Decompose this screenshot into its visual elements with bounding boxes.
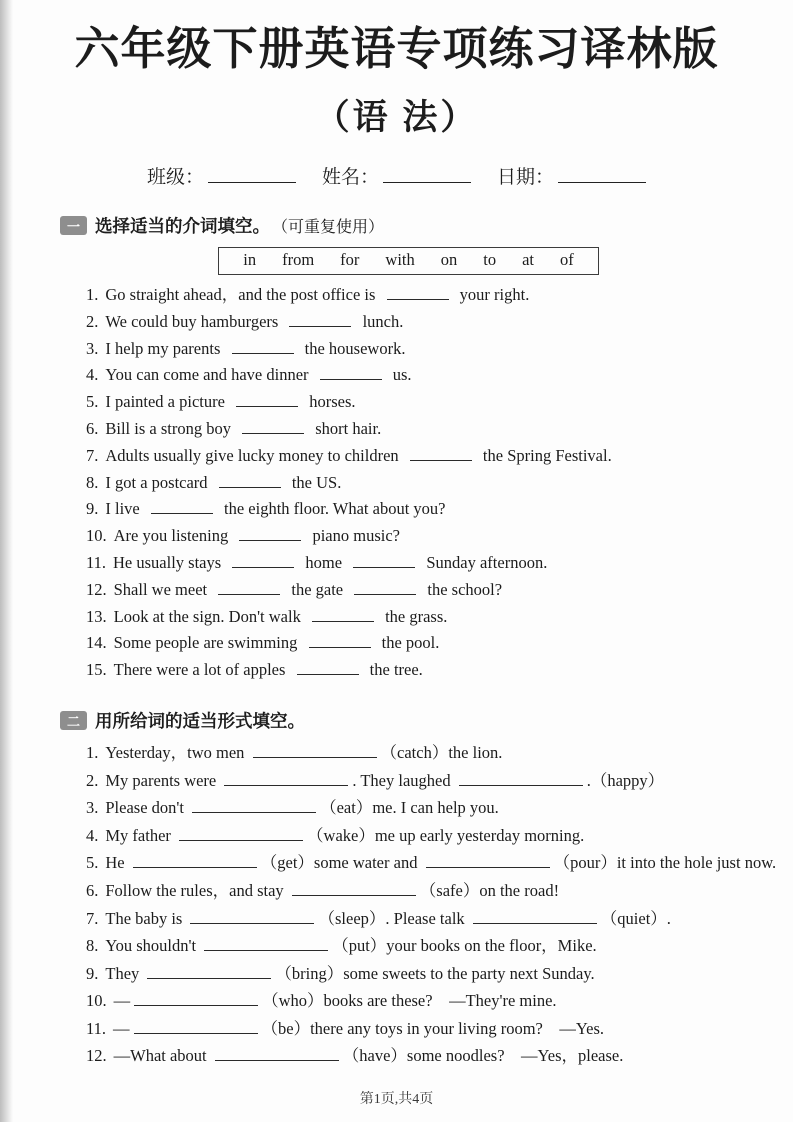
exercise-item: 12. —What about （have）some noodles? —Yes，please. — [86, 1046, 624, 1066]
word-bank-word: at — [522, 250, 535, 269]
answer-blank — [387, 286, 449, 300]
item-number: 7. — [86, 908, 99, 928]
exercise-item: 2. We could buy hamburgers lunch. — [86, 311, 404, 331]
section-1-badge: 一 — [60, 216, 87, 235]
answer-blank — [224, 772, 348, 786]
item-number: 9. — [86, 499, 99, 519]
answer-blank — [353, 554, 415, 568]
answer-blank — [320, 366, 382, 380]
answer-blank — [134, 992, 258, 1006]
answer-blank — [459, 772, 583, 786]
exercise-item: 1. Yesterday，two men （catch）the lion. — [86, 742, 503, 762]
section-2-badge: 二 — [60, 711, 87, 730]
page-subtitle: （语 法） — [314, 98, 479, 137]
exercise-item: 6. Follow the rules，and stay （safe）on the road! — [86, 880, 560, 900]
exercise-item: 11. He usually stays home Sunday afternoon. — [86, 552, 548, 572]
answer-blank — [312, 608, 374, 622]
item-number: 1. — [86, 285, 99, 304]
word-bank-word: to — [483, 250, 497, 269]
class-label: 班级： — [146, 167, 204, 188]
item-number: 10. — [86, 526, 107, 546]
item-number: 15. — [86, 660, 107, 680]
item-number: 9. — [86, 963, 99, 983]
exercise-item: 9. They （bring）some sweets to the party next Sunday. — [86, 963, 595, 983]
item-number: 12. — [86, 579, 107, 599]
item-number: 4. — [86, 365, 99, 385]
answer-blank — [239, 527, 301, 541]
answer-blank — [218, 581, 280, 595]
item-number: 13. — [86, 606, 107, 626]
item-number: 11. — [86, 1018, 107, 1038]
page-footer: 第1页,共4页 — [359, 1092, 434, 1107]
date-blank — [558, 167, 646, 183]
name-field — [322, 162, 471, 189]
section-2-items — [86, 739, 793, 1070]
answer-blank — [473, 910, 597, 924]
exercise-item: 1. Go straight ahead，and the post office is your right. — [86, 285, 530, 304]
answer-blank — [426, 854, 550, 868]
item-number: 10. — [86, 991, 107, 1011]
answer-blank — [309, 634, 371, 648]
exercise-item: 14. Some people are swimming the pool. — [86, 633, 440, 653]
exercise-item: 12. Shall we meet the gate the school? — [86, 579, 503, 599]
student-info-row — [0, 162, 793, 189]
item-number: 3. — [86, 798, 99, 818]
answer-blank — [297, 661, 359, 675]
answer-blank — [133, 854, 257, 868]
exercise-item: 13. Look at the sign. Don't walk the grass. — [86, 606, 448, 626]
section-2-heading: 用所给词的适当形式填空。 — [95, 710, 305, 731]
answer-blank — [410, 447, 472, 461]
exercise-item: 9. I live the eighth floor. What about you? — [86, 499, 446, 519]
item-number: 12. — [86, 1046, 107, 1066]
section-1-heading: 选择适当的介词填空。 — [95, 216, 270, 236]
answer-blank — [236, 393, 298, 407]
answer-blank — [151, 500, 213, 514]
exercise-item: 15. There were a lot of apples the tree. — [86, 660, 423, 680]
item-number: 3. — [86, 338, 99, 358]
word-bank-word: for — [340, 250, 360, 269]
class-blank — [208, 167, 296, 183]
item-number: 5. — [86, 853, 99, 873]
exercise-item: 8. You shouldn't （put）your books on the floor，Mike. — [86, 936, 597, 956]
answer-blank — [192, 799, 316, 813]
word-bank — [218, 247, 599, 275]
word-bank-word: of — [560, 250, 574, 269]
answer-blank — [292, 882, 416, 896]
exercise-item: 5. He （get）some water and （pour）it into the hole just now. — [86, 853, 777, 873]
exercise-item: 6. Bill is a strong boy short hair. — [86, 418, 382, 438]
section-1-items — [86, 282, 793, 684]
item-number: 5. — [86, 392, 99, 412]
class-field — [147, 162, 296, 189]
page-title: 六年级下册英语专项练习译林版 — [74, 24, 719, 74]
exercise-item: 4. You can come and have dinner us. — [86, 365, 412, 385]
item-number: 2. — [86, 311, 99, 331]
section-1-note: （可重复使用） — [272, 219, 385, 236]
answer-blank — [147, 965, 271, 979]
answer-blank — [232, 554, 294, 568]
answer-blank — [134, 1020, 258, 1034]
item-number: 2. — [86, 770, 99, 790]
item-number: 8. — [86, 936, 99, 956]
answer-blank — [242, 420, 304, 434]
exercise-item: 7. Adults usually give lucky money to children the Spring Festival. — [86, 445, 612, 465]
section-2-header — [60, 708, 793, 733]
exercise-item: 7. The baby is （sleep）. Please talk （quiet）. — [86, 908, 671, 928]
item-number: 7. — [86, 445, 99, 465]
item-number: 11. — [86, 552, 107, 572]
answer-blank — [190, 910, 314, 924]
item-number: 4. — [86, 825, 99, 845]
exercise-item: 3. Please don't （eat）me. I can help you. — [86, 798, 499, 818]
answer-blank — [215, 1047, 339, 1061]
exercise-item: 10. — （who）books are these? —They're mine. — [86, 991, 557, 1011]
exercise-item: 2. My parents were . They laughed .（happy） — [86, 770, 665, 790]
section-2 — [0, 708, 793, 1070]
name-blank — [383, 167, 471, 183]
item-number: 1. — [86, 742, 99, 762]
section-1-header — [60, 213, 793, 238]
date-label: 日期： — [497, 167, 555, 188]
exercise-item: 5. I painted a picture horses. — [86, 392, 356, 412]
answer-blank — [289, 313, 351, 327]
date-field — [497, 162, 646, 189]
word-bank-word: with — [385, 250, 415, 269]
section-1 — [0, 213, 793, 684]
item-number: 14. — [86, 633, 107, 653]
exercise-item: 4. My father （wake）me up early yesterday morning. — [86, 825, 585, 845]
word-bank-word: from — [282, 250, 315, 269]
exercise-item: 8. I got a postcard the US. — [86, 472, 342, 492]
item-number: 6. — [86, 880, 99, 900]
answer-blank — [204, 937, 328, 951]
exercise-item: 3. I help my parents the housework. — [86, 338, 406, 358]
exercise-item: 11. — （be）there any toys in your living room? —Yes. — [86, 1018, 605, 1038]
answer-blank — [232, 340, 294, 354]
answer-blank — [354, 581, 416, 595]
item-number: 8. — [86, 472, 99, 492]
word-bank-word: in — [243, 250, 257, 269]
item-number: 6. — [86, 418, 99, 438]
exercise-item: 10. Are you listening piano music? — [86, 526, 400, 546]
word-bank-word: on — [440, 250, 458, 269]
answer-blank — [219, 474, 281, 488]
answer-blank — [253, 744, 377, 758]
name-label: 姓名： — [321, 167, 379, 188]
answer-blank — [179, 827, 303, 841]
